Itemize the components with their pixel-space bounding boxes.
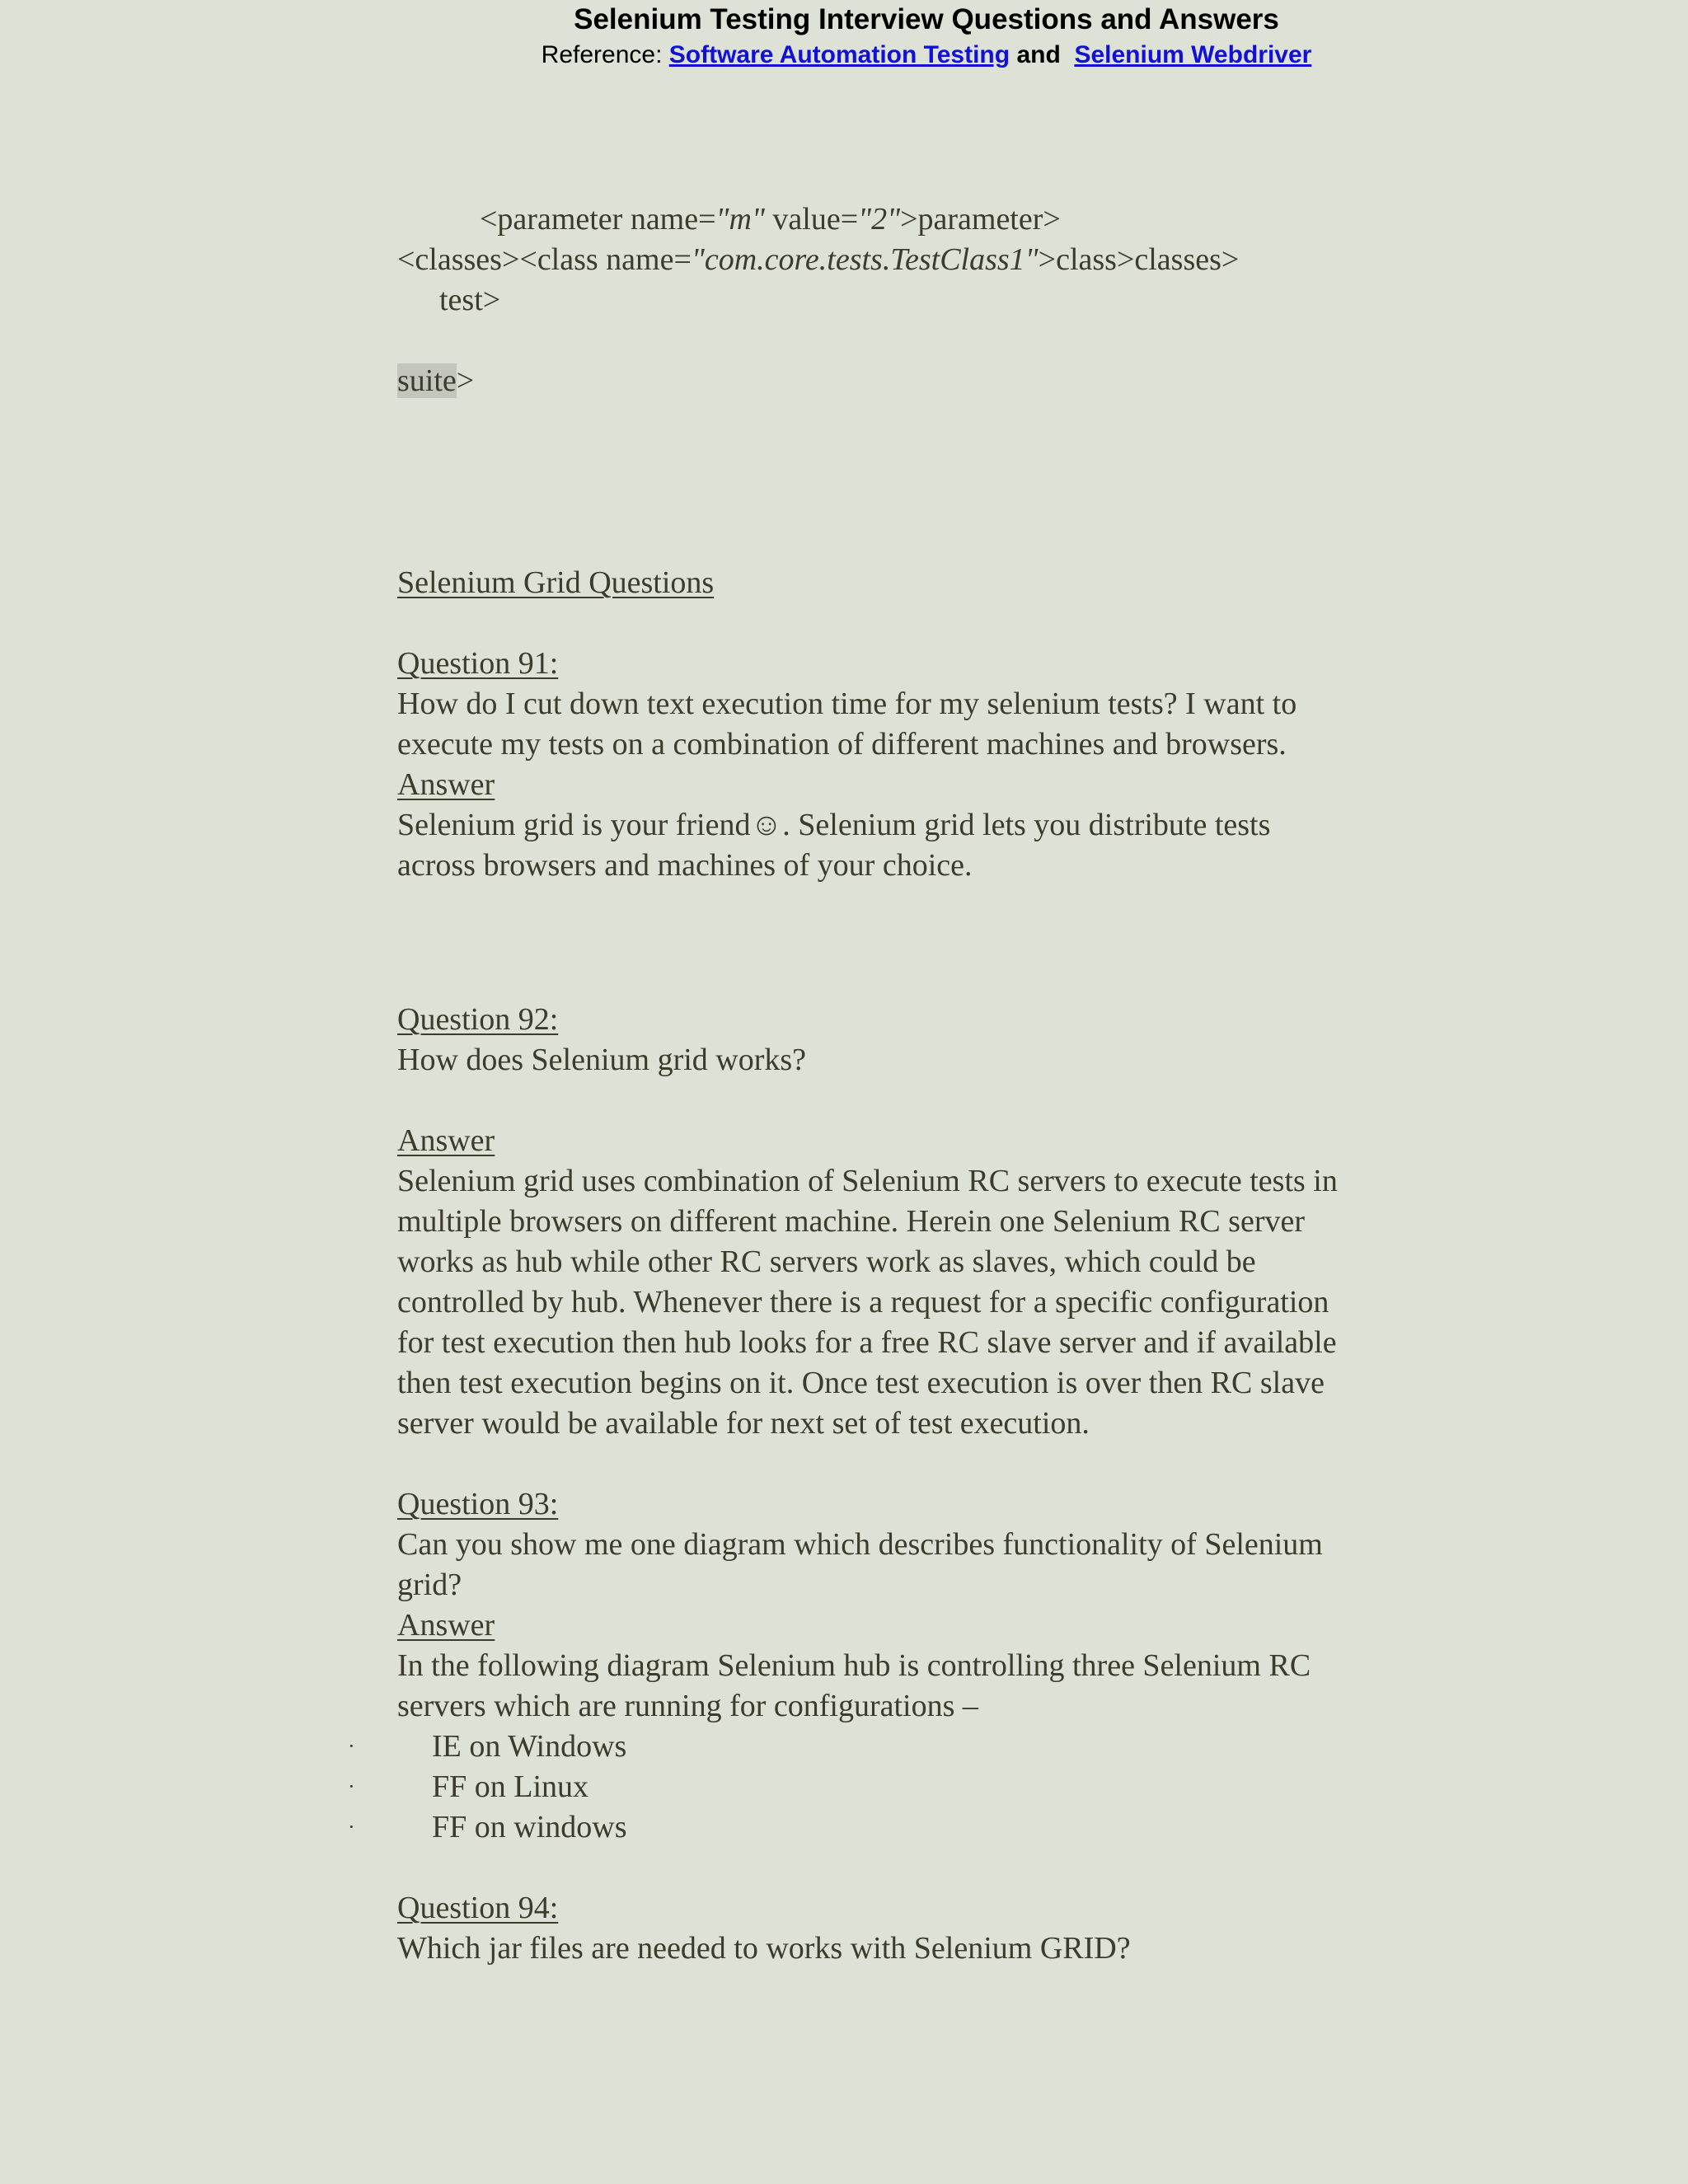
bullet-dot-icon: · <box>348 1734 355 1758</box>
question-94-text-line: Which jar files are needed to works with Selenium GRID? <box>397 1931 1131 1966</box>
answer-91-text-line: Selenium grid is your friend☺. Selenium grid lets you distribute tests <box>397 808 1271 842</box>
reference-conjunction: and <box>1016 41 1061 68</box>
code-line-parameter: <parameter name="m" value="2">parameter> <box>480 202 1061 237</box>
answer-92-text-line: works as hub while other RC servers work as slaves, which could be <box>397 1244 1256 1279</box>
question-92-text-line: How does Selenium grid works? <box>397 1043 807 1077</box>
section-title: Selenium Grid Questions <box>397 565 715 600</box>
answer-93-text-line: In the following diagram Selenium hub is controlling three Selenium RC <box>397 1648 1311 1683</box>
code-line-test: test> <box>439 283 501 317</box>
answer-91-text-line: across browsers and machines of your choice. <box>397 848 973 883</box>
answer-92-text-line: multiple browsers on different machine. Herein one Selenium RC server <box>397 1204 1305 1239</box>
reference-label: Reference: <box>541 41 669 68</box>
bullet-dot-icon: · <box>348 1815 355 1839</box>
question-91-label: Question 91: <box>397 646 559 681</box>
bullet-item: FF on Linux <box>432 1769 589 1804</box>
question-93-label: Question 93: <box>397 1487 559 1521</box>
question-93-text-line: Can you show me one diagram which describes functionality of Selenium <box>397 1527 1323 1562</box>
question-91-text-line: execute my tests on a combination of different machines and browsers. <box>397 727 1287 762</box>
question-92-label: Question 92: <box>397 1002 559 1037</box>
page-header-title: Selenium Testing Interview Questions and Answers <box>574 3 1279 35</box>
answer-92-text-line: controlled by hub. Whenever there is a request for a specific configuration <box>397 1285 1329 1319</box>
question-91-text-line: How do I cut down text execution time for my selenium tests? I want to <box>397 687 1297 721</box>
bullet-item: FF on windows <box>432 1810 627 1844</box>
answer-91-label: Answer <box>397 767 495 802</box>
answer-93-label: Answer <box>397 1608 495 1643</box>
question-93-text-line: grid? <box>397 1568 462 1602</box>
bullet-dot-icon: · <box>348 1774 355 1798</box>
answer-92-text-line: Selenium grid uses combination of Selenium RC servers to execute tests in <box>397 1164 1338 1198</box>
answer-93-text-line: servers which are running for configurations – <box>397 1689 978 1723</box>
answer-92-label: Answer <box>397 1123 495 1158</box>
link-selenium-webdriver[interactable]: Selenium Webdriver <box>1074 41 1312 68</box>
code-line-classes: <classes><class name="com.core.tests.TestClass1">class>classes> <box>397 242 1240 277</box>
code-line-suite: suite> <box>397 363 475 398</box>
answer-92-text-line: for test execution then hub looks for a free RC slave server and if available <box>397 1325 1337 1360</box>
reference-line <box>0 41 1688 69</box>
question-94-label: Question 94: <box>397 1891 559 1925</box>
answer-92-text-line: then test execution begins on it. Once test execution is over then RC slave <box>397 1366 1325 1400</box>
answer-92-text-line: server would be available for next set of test execution. <box>397 1406 1090 1441</box>
link-software-automation-testing[interactable]: Software Automation Testing <box>668 41 1010 68</box>
bullet-item: IE on Windows <box>432 1729 627 1764</box>
